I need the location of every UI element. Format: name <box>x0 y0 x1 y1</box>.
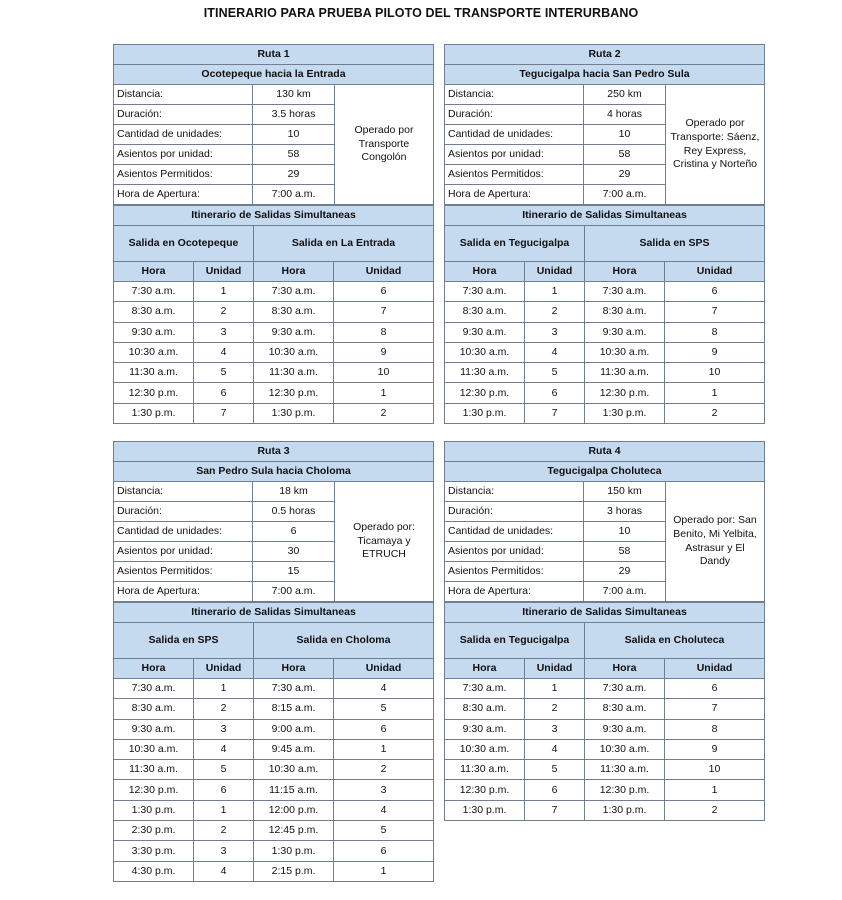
hora-b-cell: 10:30 a.m. <box>254 760 334 780</box>
hora-b-cell: 12:30 p.m. <box>254 383 334 403</box>
schedule-row <box>114 699 434 719</box>
route-info-table <box>444 44 765 205</box>
hora-a-cell: 8:30 a.m. <box>445 699 525 719</box>
itinerary-heading: Itinerario de Salidas Simultaneas <box>445 603 765 623</box>
route-name: Ruta 4 <box>445 442 765 462</box>
hora-b-cell: 8:30 a.m. <box>254 302 334 322</box>
hora-a-cell: 11:30 a.m. <box>114 760 194 780</box>
opening-value: 7:00 a.m. <box>253 185 335 205</box>
hora-b-cell: 12:00 p.m. <box>254 800 334 820</box>
unidad-b-cell: 4 <box>334 679 434 699</box>
duration-value: 3.5 horas <box>253 105 335 125</box>
route-2-block <box>444 44 764 424</box>
hora-a-cell: 11:30 a.m. <box>445 363 525 383</box>
hora-b-cell: 11:30 a.m. <box>585 363 665 383</box>
unidad-a-cell: 7 <box>525 403 585 423</box>
unidad-b-cell: 8 <box>665 719 765 739</box>
allowed-seats-label: Asientos Permitidos: <box>445 562 584 582</box>
unidad-b-cell: 6 <box>334 282 434 302</box>
hora-a-cell: 3:30 p.m. <box>114 841 194 861</box>
distance-label: Distancia: <box>114 482 253 502</box>
units-value: 6 <box>253 522 335 542</box>
unidad-b-cell: 3 <box>334 780 434 800</box>
seats-label: Asientos por unidad: <box>114 145 253 165</box>
allowed-seats-value: 15 <box>253 562 335 582</box>
operator-text: Operado por: San Benito, Mi Yelbita, Astrasur y El Dandy <box>666 482 765 602</box>
unidad-a-cell: 6 <box>194 383 254 403</box>
departure-a-heading: Salida en Ocotepeque <box>114 226 254 262</box>
hora-b-cell: 12:45 p.m. <box>254 821 334 841</box>
allowed-seats-label: Asientos Permitidos: <box>114 562 253 582</box>
unidad-b-cell: 5 <box>334 821 434 841</box>
seats-value: 58 <box>584 145 666 165</box>
hora-b-cell: 7:30 a.m. <box>254 282 334 302</box>
units-value: 10 <box>584 522 666 542</box>
schedule-row <box>445 282 765 302</box>
hora-a-cell: 9:30 a.m. <box>445 719 525 739</box>
unidad-b-cell: 1 <box>665 780 765 800</box>
hora-b-cell: 1:30 p.m. <box>254 841 334 861</box>
schedule-row <box>445 699 765 719</box>
col-unidad-b: Unidad <box>665 262 765 282</box>
route-name: Ruta 2 <box>445 45 765 65</box>
unidad-a-cell: 2 <box>525 302 585 322</box>
unidad-b-cell: 1 <box>334 739 434 759</box>
itinerary-heading: Itinerario de Salidas Simultaneas <box>114 206 434 226</box>
hora-b-cell: 8:30 a.m. <box>585 699 665 719</box>
schedule-row <box>445 780 765 800</box>
schedule-row <box>114 282 434 302</box>
opening-value: 7:00 a.m. <box>253 582 335 602</box>
schedule-row <box>114 322 434 342</box>
hora-b-cell: 9:30 a.m. <box>585 322 665 342</box>
unidad-a-cell: 5 <box>525 363 585 383</box>
opening-value: 7:00 a.m. <box>584 185 666 205</box>
col-unidad-b: Unidad <box>334 659 434 679</box>
departure-a-heading: Salida en Tegucigalpa <box>445 226 585 262</box>
units-label: Cantidad de unidades: <box>445 125 584 145</box>
unidad-b-cell: 5 <box>334 699 434 719</box>
schedule-row <box>445 760 765 780</box>
hora-a-cell: 12:30 p.m. <box>445 780 525 800</box>
hora-b-cell: 10:30 a.m. <box>585 739 665 759</box>
distance-value: 130 km <box>253 85 335 105</box>
hora-b-cell: 12:30 p.m. <box>585 780 665 800</box>
unidad-b-cell: 1 <box>334 383 434 403</box>
duration-value: 0.5 horas <box>253 502 335 522</box>
hora-a-cell: 12:30 p.m. <box>114 780 194 800</box>
col-unidad-a: Unidad <box>525 262 585 282</box>
opening-label: Hora de Apertura: <box>114 185 253 205</box>
hora-a-cell: 10:30 a.m. <box>445 342 525 362</box>
route-name: Ruta 1 <box>114 45 434 65</box>
itinerary-heading: Itinerario de Salidas Simultaneas <box>445 206 765 226</box>
departure-a-heading: Salida en Tegucigalpa <box>445 623 585 659</box>
hora-a-cell: 9:30 a.m. <box>114 719 194 739</box>
unidad-a-cell: 3 <box>525 719 585 739</box>
route-subtitle: Tegucigalpa Choluteca <box>445 462 765 482</box>
hora-a-cell: 7:30 a.m. <box>114 679 194 699</box>
unidad-b-cell: 7 <box>665 302 765 322</box>
hora-a-cell: 1:30 p.m. <box>445 800 525 820</box>
route-subtitle: Tegucigalpa hacia San Pedro Sula <box>445 65 765 85</box>
schedule-row <box>114 821 434 841</box>
route-info-table <box>113 44 434 205</box>
col-hora-b: Hora <box>254 262 334 282</box>
hora-a-cell: 8:30 a.m. <box>445 302 525 322</box>
hora-a-cell: 12:30 p.m. <box>114 383 194 403</box>
opening-label: Hora de Apertura: <box>445 582 584 602</box>
unidad-b-cell: 9 <box>334 342 434 362</box>
schedule-row <box>114 363 434 383</box>
opening-label: Hora de Apertura: <box>445 185 584 205</box>
seats-label: Asientos por unidad: <box>445 542 584 562</box>
departure-a-heading: Salida en SPS <box>114 623 254 659</box>
col-hora-a: Hora <box>445 262 525 282</box>
schedule-table <box>444 602 765 821</box>
seats-value: 30 <box>253 542 335 562</box>
unidad-a-cell: 4 <box>525 739 585 759</box>
schedule-row <box>445 800 765 820</box>
duration-value: 4 horas <box>584 105 666 125</box>
schedule-row <box>445 302 765 322</box>
col-hora-b: Hora <box>254 659 334 679</box>
opening-label: Hora de Apertura: <box>114 582 253 602</box>
schedule-row <box>445 403 765 423</box>
allowed-seats-label: Asientos Permitidos: <box>114 165 253 185</box>
schedule-row <box>114 383 434 403</box>
unidad-a-cell: 2 <box>194 821 254 841</box>
hora-b-cell: 12:30 p.m. <box>585 383 665 403</box>
unidad-b-cell: 6 <box>334 719 434 739</box>
unidad-b-cell: 9 <box>665 739 765 759</box>
hora-b-cell: 10:30 a.m. <box>585 342 665 362</box>
unidad-a-cell: 4 <box>194 739 254 759</box>
unidad-b-cell: 1 <box>334 861 434 881</box>
schedule-row <box>114 342 434 362</box>
schedule-row <box>445 363 765 383</box>
route-3-block <box>113 441 433 882</box>
hora-b-cell: 1:30 p.m. <box>585 800 665 820</box>
route-4-block <box>444 441 764 821</box>
route-info-table <box>113 441 434 602</box>
hora-a-cell: 9:30 a.m. <box>114 322 194 342</box>
hora-a-cell: 10:30 a.m. <box>445 739 525 759</box>
schedule-table <box>113 205 434 424</box>
hora-b-cell: 9:30 a.m. <box>585 719 665 739</box>
unidad-a-cell: 1 <box>525 282 585 302</box>
departure-b-heading: Salida en SPS <box>585 226 765 262</box>
schedule-row <box>114 403 434 423</box>
hora-b-cell: 1:30 p.m. <box>585 403 665 423</box>
schedule-table <box>113 602 434 882</box>
duration-label: Duración: <box>445 502 584 522</box>
unidad-a-cell: 5 <box>525 760 585 780</box>
units-label: Cantidad de unidades: <box>114 125 253 145</box>
col-hora-b: Hora <box>585 659 665 679</box>
unidad-b-cell: 2 <box>334 760 434 780</box>
distance-label: Distancia: <box>114 85 253 105</box>
schedule-row <box>114 679 434 699</box>
schedule-row <box>114 739 434 759</box>
col-unidad-a: Unidad <box>525 659 585 679</box>
allowed-seats-value: 29 <box>584 165 666 185</box>
hora-b-cell: 11:15 a.m. <box>254 780 334 800</box>
unidad-b-cell: 8 <box>334 322 434 342</box>
unidad-a-cell: 7 <box>194 403 254 423</box>
itinerary-heading: Itinerario de Salidas Simultaneas <box>114 603 434 623</box>
route-subtitle: Ocotepeque hacia la Entrada <box>114 65 434 85</box>
opening-value: 7:00 a.m. <box>584 582 666 602</box>
unidad-a-cell: 6 <box>525 383 585 403</box>
schedule-row <box>114 841 434 861</box>
route-1-block <box>113 44 433 424</box>
allowed-seats-value: 29 <box>584 562 666 582</box>
schedule-row <box>445 719 765 739</box>
route-subtitle: San Pedro Sula hacia Choloma <box>114 462 434 482</box>
page-title: ITINERARIO PARA PRUEBA PILOTO DEL TRANSPORTE INTERURBANO <box>203 6 639 20</box>
col-hora-a: Hora <box>114 262 194 282</box>
hora-a-cell: 8:30 a.m. <box>114 302 194 322</box>
distance-value: 18 km <box>253 482 335 502</box>
unidad-a-cell: 1 <box>194 800 254 820</box>
hora-a-cell: 9:30 a.m. <box>445 322 525 342</box>
col-unidad-a: Unidad <box>194 262 254 282</box>
distance-value: 150 km <box>584 482 666 502</box>
distance-label: Distancia: <box>445 85 584 105</box>
allowed-seats-label: Asientos Permitidos: <box>445 165 584 185</box>
hora-a-cell: 7:30 a.m. <box>445 282 525 302</box>
hora-b-cell: 7:30 a.m. <box>585 282 665 302</box>
hora-b-cell: 2:15 p.m. <box>254 861 334 881</box>
units-label: Cantidad de unidades: <box>445 522 584 542</box>
hora-a-cell: 8:30 a.m. <box>114 699 194 719</box>
unidad-b-cell: 9 <box>665 342 765 362</box>
hora-a-cell: 7:30 a.m. <box>114 282 194 302</box>
hora-a-cell: 1:30 p.m. <box>114 800 194 820</box>
hora-b-cell: 8:15 a.m. <box>254 699 334 719</box>
unidad-b-cell: 10 <box>665 363 765 383</box>
col-unidad-a: Unidad <box>194 659 254 679</box>
duration-label: Duración: <box>114 502 253 522</box>
unidad-a-cell: 3 <box>194 841 254 861</box>
schedule-table <box>444 205 765 424</box>
hora-a-cell: 7:30 a.m. <box>445 679 525 699</box>
seats-value: 58 <box>584 542 666 562</box>
unidad-a-cell: 5 <box>194 760 254 780</box>
hora-b-cell: 1:30 p.m. <box>254 403 334 423</box>
unidad-a-cell: 1 <box>525 679 585 699</box>
route-info-table <box>444 441 765 602</box>
schedule-row <box>445 342 765 362</box>
schedule-row <box>445 383 765 403</box>
schedule-row <box>114 780 434 800</box>
col-unidad-b: Unidad <box>665 659 765 679</box>
schedule-row <box>114 302 434 322</box>
hora-a-cell: 2:30 p.m. <box>114 821 194 841</box>
unidad-a-cell: 2 <box>525 699 585 719</box>
hora-a-cell: 10:30 a.m. <box>114 739 194 759</box>
schedule-row <box>445 739 765 759</box>
unidad-b-cell: 6 <box>665 679 765 699</box>
unidad-a-cell: 6 <box>525 780 585 800</box>
hora-a-cell: 1:30 p.m. <box>114 403 194 423</box>
departure-b-heading: Salida en Choloma <box>254 623 434 659</box>
operator-text: Operado por Transporte: Sáenz, Rey Express, Cristina y Norteño <box>666 85 765 205</box>
col-hora-a: Hora <box>445 659 525 679</box>
col-hora-a: Hora <box>114 659 194 679</box>
seats-label: Asientos por unidad: <box>114 542 253 562</box>
schedule-row <box>114 800 434 820</box>
units-label: Cantidad de unidades: <box>114 522 253 542</box>
duration-value: 3 horas <box>584 502 666 522</box>
seats-label: Asientos por unidad: <box>445 145 584 165</box>
hora-a-cell: 1:30 p.m. <box>445 403 525 423</box>
unidad-a-cell: 4 <box>525 342 585 362</box>
hora-a-cell: 11:30 a.m. <box>445 760 525 780</box>
hora-b-cell: 9:00 a.m. <box>254 719 334 739</box>
unidad-a-cell: 4 <box>194 342 254 362</box>
schedule-row <box>114 719 434 739</box>
unidad-a-cell: 3 <box>194 719 254 739</box>
allowed-seats-value: 29 <box>253 165 335 185</box>
unidad-a-cell: 5 <box>194 363 254 383</box>
unidad-b-cell: 2 <box>334 403 434 423</box>
unidad-a-cell: 2 <box>194 302 254 322</box>
schedule-row <box>445 322 765 342</box>
hora-b-cell: 11:30 a.m. <box>585 760 665 780</box>
hora-b-cell: 10:30 a.m. <box>254 342 334 362</box>
unidad-b-cell: 10 <box>334 363 434 383</box>
departure-b-heading: Salida en Choluteca <box>585 623 765 659</box>
operator-text: Operado por Transporte Congolón <box>335 85 434 205</box>
unidad-a-cell: 1 <box>194 679 254 699</box>
unidad-b-cell: 6 <box>334 841 434 861</box>
departure-b-heading: Salida en La Entrada <box>254 226 434 262</box>
schedule-row <box>114 760 434 780</box>
col-hora-b: Hora <box>585 262 665 282</box>
hora-a-cell: 12:30 p.m. <box>445 383 525 403</box>
unidad-b-cell: 2 <box>665 403 765 423</box>
operator-text: Operado por: Ticamaya y ETRUCH <box>335 482 434 602</box>
unidad-b-cell: 10 <box>665 760 765 780</box>
hora-a-cell: 4:30 p.m. <box>114 861 194 881</box>
hora-a-cell: 11:30 a.m. <box>114 363 194 383</box>
schedule-row <box>114 861 434 881</box>
schedule-row <box>445 679 765 699</box>
hora-b-cell: 8:30 a.m. <box>585 302 665 322</box>
seats-value: 58 <box>253 145 335 165</box>
hora-b-cell: 7:30 a.m. <box>585 679 665 699</box>
unidad-b-cell: 7 <box>334 302 434 322</box>
distance-value: 250 km <box>584 85 666 105</box>
unidad-a-cell: 3 <box>194 322 254 342</box>
hora-b-cell: 11:30 a.m. <box>254 363 334 383</box>
unidad-a-cell: 1 <box>194 282 254 302</box>
hora-a-cell: 10:30 a.m. <box>114 342 194 362</box>
unidad-b-cell: 8 <box>665 322 765 342</box>
hora-b-cell: 9:30 a.m. <box>254 322 334 342</box>
unidad-b-cell: 2 <box>665 800 765 820</box>
distance-label: Distancia: <box>445 482 584 502</box>
unidad-b-cell: 1 <box>665 383 765 403</box>
unidad-a-cell: 6 <box>194 780 254 800</box>
duration-label: Duración: <box>114 105 253 125</box>
units-value: 10 <box>584 125 666 145</box>
duration-label: Duración: <box>445 105 584 125</box>
hora-b-cell: 9:45 a.m. <box>254 739 334 759</box>
unidad-a-cell: 7 <box>525 800 585 820</box>
unidad-a-cell: 4 <box>194 861 254 881</box>
unidad-a-cell: 3 <box>525 322 585 342</box>
route-name: Ruta 3 <box>114 442 434 462</box>
unidad-a-cell: 2 <box>194 699 254 719</box>
unidad-b-cell: 6 <box>665 282 765 302</box>
col-unidad-b: Unidad <box>334 262 434 282</box>
hora-b-cell: 7:30 a.m. <box>254 679 334 699</box>
units-value: 10 <box>253 125 335 145</box>
unidad-b-cell: 4 <box>334 800 434 820</box>
unidad-b-cell: 7 <box>665 699 765 719</box>
